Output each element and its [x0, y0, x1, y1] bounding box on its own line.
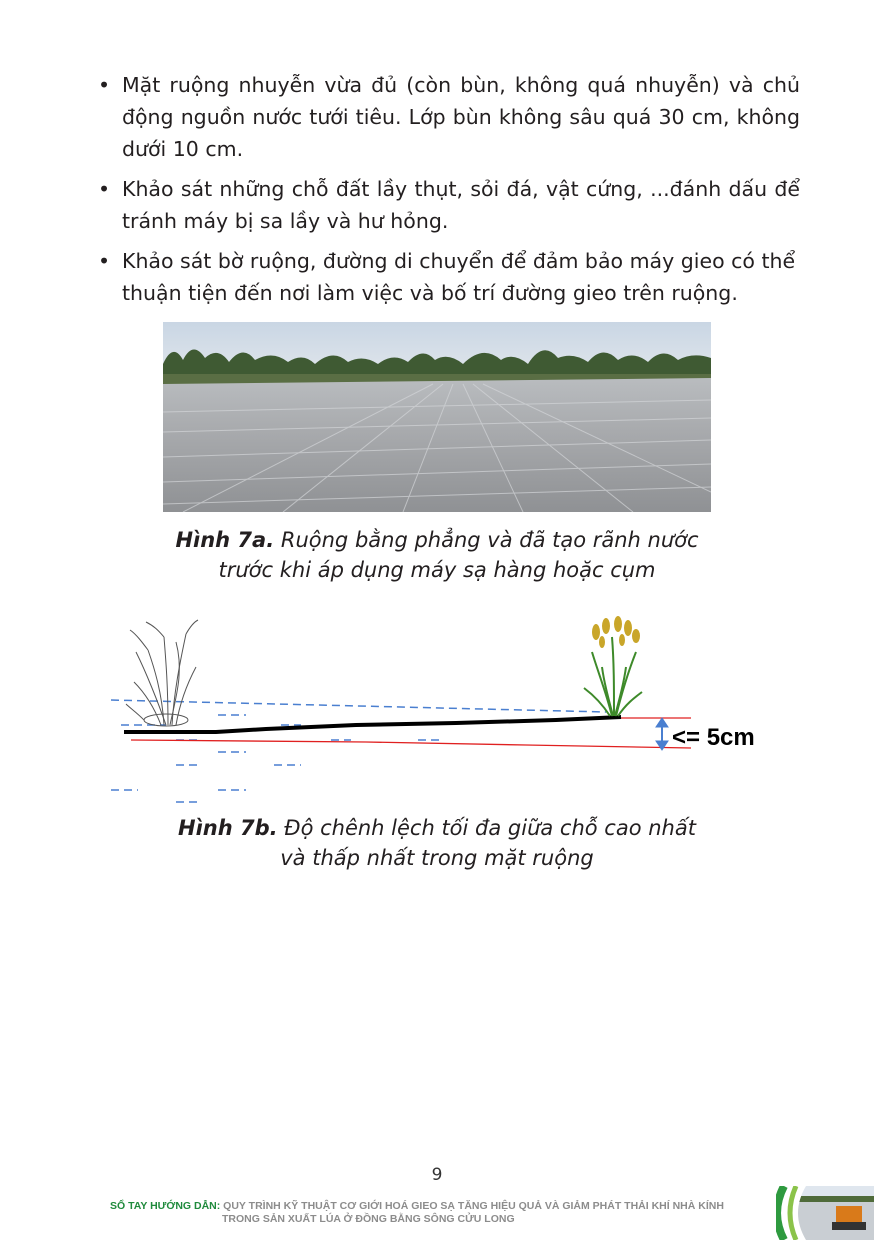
- figure-7b-caption: [120, 813, 754, 873]
- bullet-text: Khảo sát những chỗ đất lầy thụt, sỏi đá, vật cứng, ...đánh dấu để tránh máy bị sa lầy và hư hỏng.: [122, 177, 800, 233]
- footer-label: SỔ TAY HƯỚNG DẪN:: [110, 1200, 221, 1212]
- bullet-item: [98, 245, 800, 309]
- bullet-dot: •: [98, 177, 111, 201]
- field-photo-image: [163, 322, 711, 512]
- footer-line1: QUY TRÌNH KỸ THUẬT CƠ GIỚI HOÁ GIEO SẠ TĂNG HIỆU QUẢ VÀ GIẢM PHÁT THẢI KHÍ NHÀ KÍNH: [223, 1200, 724, 1212]
- figure-7a-text-line1: Ruộng bằng phẳng và đã tạo rãnh nước: [280, 528, 699, 552]
- footer-line2: TRONG SẢN XUẤT LÚA Ở ĐỒNG BẰNG SÔNG CỬU LONG: [222, 1213, 515, 1225]
- figure-7b-label: Hình 7b.: [178, 816, 278, 840]
- figure-7b-text-line1: Độ chênh lệch tối đa giữa chỗ cao nhất: [284, 816, 696, 840]
- field-level-svg: [106, 612, 796, 812]
- bullet-text: Khảo sát bờ ruộng, đường di chuyển để đảm bảo máy gieo có thể thuận tiện đến nơi làm việc và bố trí đường gieo trên ruộng.: [122, 249, 796, 305]
- rice-plant-sketch: [126, 620, 198, 726]
- footer-corner-svg: [776, 1186, 874, 1240]
- field-photo: [163, 322, 711, 512]
- field-level-diagram: [106, 612, 796, 812]
- field-surface: [124, 717, 621, 732]
- figure-7a-text-line2: trước khi áp dụng máy sạ hàng hoặc cụm: [218, 558, 656, 582]
- page-number: 9: [431, 1165, 443, 1185]
- bullet-dot: •: [98, 249, 111, 273]
- figure-7a-label: Hình 7a.: [175, 528, 275, 552]
- rice-plant-colored: [584, 616, 642, 716]
- bullet-item: [98, 69, 800, 165]
- footer: [110, 1200, 790, 1226]
- bullet-text: Mặt ruộng nhuyễn vừa đủ (còn bùn, không quá nhuyễn) và chủ động nguồn nước tưới tiêu. Lớp bùn không sâu quá 30 cm, không dưới 10 cm.: [122, 73, 800, 161]
- bullet-dot: •: [98, 73, 111, 97]
- difference-arrow: [656, 718, 668, 750]
- footer-corner-image: [776, 1186, 874, 1240]
- water-lines: [111, 700, 606, 802]
- figure-7a-caption: [120, 525, 754, 585]
- bullet-item: [98, 173, 800, 237]
- figure-7b-text-line2: và thấp nhất trong mặt ruộng: [280, 846, 594, 870]
- bullet-list: [98, 69, 800, 317]
- difference-annotation: <= 5cm: [672, 724, 755, 751]
- low-level-line: [131, 740, 691, 748]
